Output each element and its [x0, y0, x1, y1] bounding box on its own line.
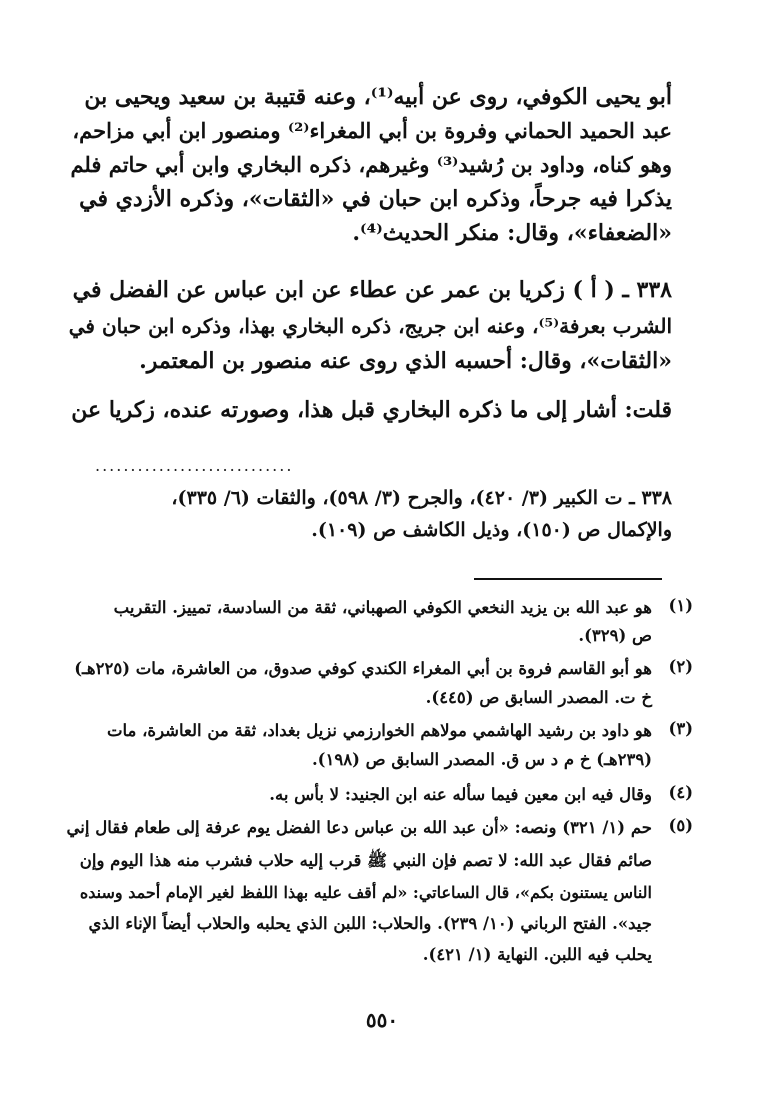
footnote-line: خ ت. المصدر السابق ص (٤٤٥).: [425, 688, 652, 707]
footnote-line: هو أبو القاسم فروة بن أبي المغراء الكندي كوفي صدوق، من العاشرة، مات (٢٢٥هـ): [74, 659, 652, 678]
main-text-line: «الثقات»، وقال: أحسبه الذي روى عنه منصور بن المعتمر.: [139, 348, 672, 374]
sources-line: ٣٣٨ ـ ت الكبير (٣/ ٤٢٠)، والجرح (٣/ ٥٩٨)، والثقات (٦/ ٣٣٥)،: [171, 487, 672, 509]
footnote-number: (٣): [668, 719, 693, 738]
footnote-number: (١): [668, 596, 693, 615]
main-text-line: عبد الحميد الحماني وفروة بن أبي المغراء⁽²⁾ ومنصور ابن أبي مزاحم،: [72, 118, 672, 143]
footnote-line: الناس يستنون بكم»، قال الساعاتي: «لم أقف عليه بهذا اللفظ لغير الإمام أحمد وسنده: [79, 883, 652, 902]
page-number: ٥٥٠: [365, 1008, 399, 1032]
footnote-number: (٢): [668, 657, 693, 676]
main-text-line: وهو كناه، وداود بن رُشيد⁽³⁾ وغيرهم، ذكره البخاري وابن أبي حاتم فلم: [70, 152, 672, 177]
footnote-line: وقال فيه ابن معين فيما سأله عنه ابن الجنيد: لا بأس به.: [269, 785, 652, 804]
footnote-line: جيد». الفتح الرباني (١٠/ ٢٣٩). والحلاب: اللبن الذي يحلبه والحلاب أيضاً الإناء الذي: [88, 914, 652, 933]
main-text-line: قلت: أشار إلى ما ذكره البخاري قبل هذا، وصورته عنده، زكريا عن: [71, 397, 672, 423]
footnote-separator: [474, 578, 662, 580]
footnote-number: (٥): [668, 816, 693, 835]
continuation-dots: ............................: [95, 456, 294, 475]
footnote-line: صائم فقال عبد الله: لا تصم فإن النبي ﷺ قرب إليه حلاب فشرب منه هذا اليوم وإن: [79, 851, 652, 870]
main-text-line: الشرب بعرفة⁽⁵⁾، وعنه ابن جريج، ذكره البخاري بهذا، وذكره ابن حبان في: [68, 314, 672, 338]
footnote-number: (٤): [668, 783, 693, 802]
footnote-line: يحلب فيه اللبن. النهاية (١/ ٤٢١).: [422, 945, 652, 964]
sources-line: والإكمال ص (١٥٠)، وذيل الكاشف ص (١٠٩).: [311, 519, 672, 541]
main-text-line: «الضعفاء»، وقال: منكر الحديث⁽⁴⁾.: [352, 220, 672, 246]
footnote-line: ص (٣٢٩).: [578, 626, 652, 645]
footnote-line: حم (١/ ٣٢١) ونصه: «أن عبد الله بن عباس دعا الفضل يوم عرفة إلى طعام فقال إني: [66, 818, 652, 837]
main-text-line: أبو يحيى الكوفي، روى عن أبيه⁽¹⁾، وعنه قتيبة بن سعيد ويحيى بن: [84, 84, 672, 110]
entry-338a-heading: ٣٣٨ ـ ( أ ) زكريا بن عمر عن عطاء عن ابن عباس عن الفضل في: [72, 277, 672, 303]
footnote-line: (٢٣٩هـ) خ م د س ق. المصدر السابق ص (١٩٨).: [311, 750, 652, 769]
footnote-line: هو داود بن رشيد الهاشمي مولاهم الخوارزمي نزيل بغداد، ثقة من العاشرة، مات: [106, 721, 652, 740]
main-text-line: يذكرا فيه جرحاً، وذكره ابن حبان في «الثقات»، وذكره الأزدي في: [79, 186, 672, 212]
footnote-line: هو عبد الله بن يزيد النخعي الكوفي الصهباني، ثقة من السادسة، تمييز. التقريب: [113, 598, 652, 617]
